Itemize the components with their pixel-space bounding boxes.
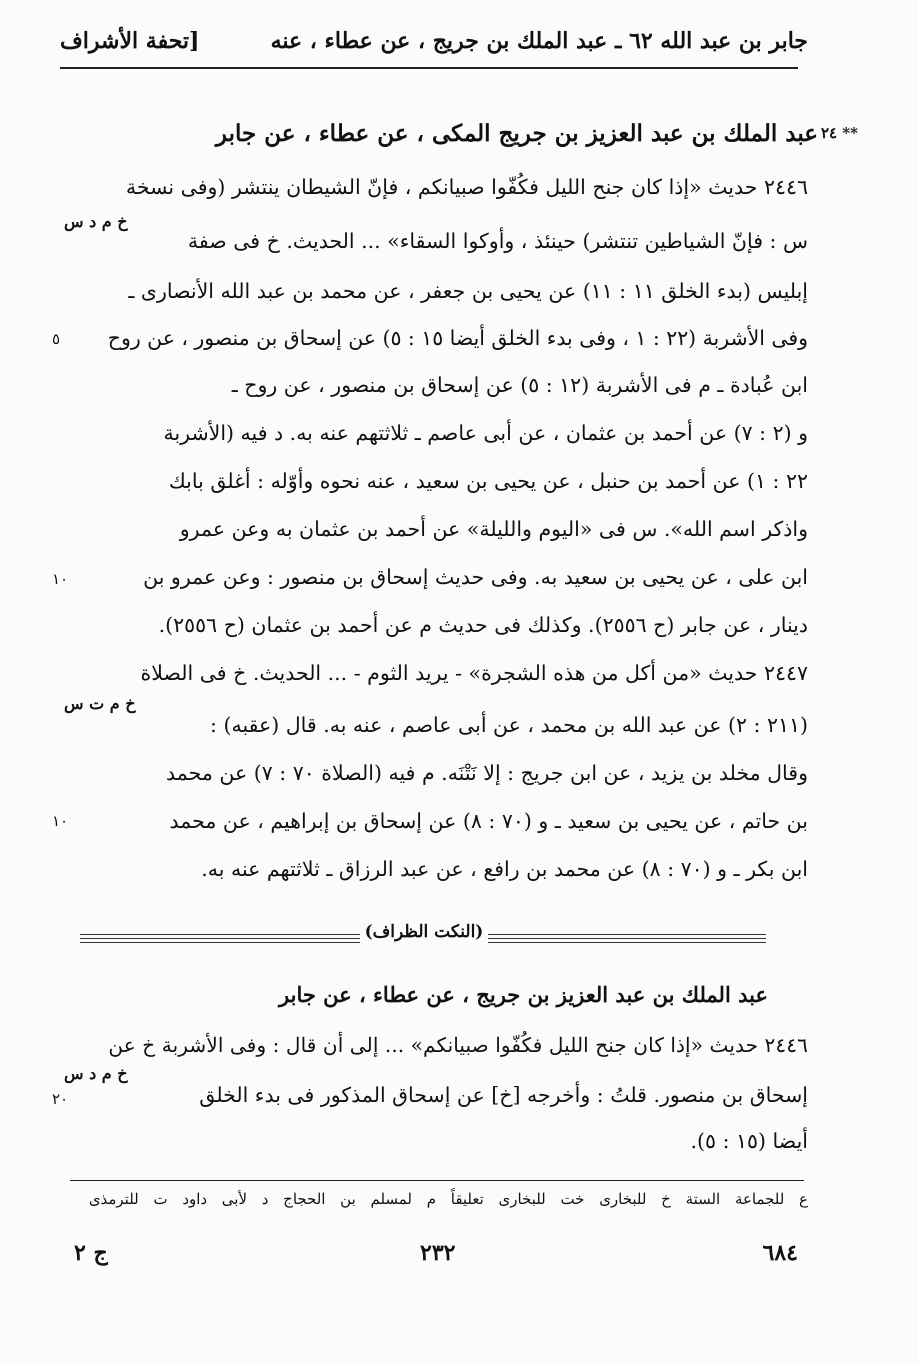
text-line-6: و (٢ : ٧) عن أحمد بن عثمان ، عن أبى عاصم ـ ثلاثتهم عنه به. د فيه (الأشربة: [163, 421, 808, 445]
nukat-title: عبد الملك بن عبد العزيز بن جريج ، عن عطاء ، عن جابر: [279, 982, 768, 1007]
margin-line-20: ٢٠: [52, 1090, 69, 1108]
margin-line-10: ١٠: [52, 570, 69, 588]
text-line-10: دينار ، عن جابر (ح ٢٥٥٦). وكذلك فى حديث م عن أحمد بن عثمان (ح ٢٥٥٦).: [158, 613, 808, 637]
page-number-right: ٦٨٤: [762, 1240, 798, 1266]
header-rule: [60, 67, 798, 69]
separator-label: (النكت الظراف): [360, 922, 488, 952]
text-line-4: وفى الأشربة (٢٢ : ١ ، وفى بدء الخلق أيضا ١٥ : ٥) عن إسحاق بن منصور ، عن روح: [107, 326, 808, 350]
margin-sigla-nukat: خ م د س: [64, 1064, 128, 1083]
text-line-11: ٢٤٤٧ حديث «من أكل من هذه الشجرة» - يريد الثوم - ... الحديث. خ فى الصلاة: [140, 661, 808, 685]
header-book-title: [تحفة الأشراف: [60, 28, 200, 54]
text-line-9: ابن على ، عن يحيى بن سعيد به. وفى حديث إسحاق بن منصور : وعن عمرو بن: [143, 565, 808, 589]
running-header: [60, 28, 808, 68]
header-chapter: جابر بن عبد الله ٦٢ ـ عبد الملك بن جريج ، عن عطاء ، عنه: [270, 28, 808, 54]
text-line-7: ٢٢ : ١) عن أحمد بن حنبل ، عن يحيى بن سعيد ، عنه نحوه وأوّله : أغلق بابك: [168, 469, 808, 493]
text-line-15: ابن بكر ـ و (٧٠ : ٨) عن محمد بن رافع ، عن عبد الرزاق ـ ثلاثتهم عنه به.: [201, 857, 808, 881]
margin-sigla-2447: خ م ت س: [64, 694, 136, 713]
footnote-rule: [70, 1180, 804, 1181]
page-number-center: ٢٣٢: [420, 1240, 456, 1266]
margin-sigla-2446: خ م د س: [64, 212, 128, 231]
section-title-text: عبد الملك بن عبد العزيز بن جريج المكى ، عن عطاء ، عن جابر: [215, 120, 818, 147]
text-line-13: وقال مخلد بن يزيد ، عن ابن جريج : إلا نَتْنَه. م فيه (الصلاة ٧٠ : ٧) عن محمد: [166, 761, 808, 785]
text-line-8: واذكر اسم الله». س فى «اليوم والليلة» عن أحمد بن عثمان به وعن عمرو: [179, 517, 808, 541]
nukat-line-3: أيضا (١٥ : ٥).: [690, 1129, 808, 1153]
volume-number: ج ٢: [74, 1240, 108, 1266]
text-line-3: إبليس (بدء الخلق ١١ : ١١) عن يحيى بن جعفر ، عن محمد بن عبد الله الأنصارى ـ: [128, 279, 808, 303]
nukat-line-2: إسحاق بن منصور. قلتُ : وأخرجه [خ] عن إسحاق المذكور فى بدء الخلق: [199, 1083, 808, 1107]
section-number: ٢٤ **: [820, 124, 858, 142]
text-line-2: س : فإنّ الشياطين تنتشر) حينئذ ، وأوكوا السقاء» ... الحديث. خ فى صفة: [187, 229, 808, 253]
text-line-1: ٢٤٤٦ حديث «إذا كان جنح الليل فكُفّوا صبيانكم ، فإنّ الشيطان ينتشر (وفى نسخة: [125, 175, 808, 199]
text-line-12: (٢١١ : ٢) عن عبد الله بن محمد ، عن أبى عاصم ، عنه به. قال (عقبه) :: [210, 713, 808, 737]
section-title: [216, 120, 818, 147]
nukat-line-1: ٢٤٤٦ حديث «إذا كان جنح الليل فكُفّوا صبيانكم» ... إلى أن قال : وفى الأشربة خ عن: [108, 1033, 808, 1057]
text-line-5: ابن عُبادة ـ م فى الأشربة (١٢ : ٥) عن إسحاق بن منصور ، عن روح ـ: [231, 373, 808, 397]
margin-line-15: ١٠: [52, 812, 69, 830]
footnote-sigla-key: ع للجماعة الستة خ للبخارى خت للبخارى تعليقاً م لمسلم بن الحجاج د لأبى داود ت للترمذى: [88, 1190, 808, 1208]
text-line-14: بن حاتم ، عن يحيى بن سعيد ـ و (٧٠ : ٨) عن إسحاق بن إبراهيم ، عن محمد: [169, 809, 808, 833]
margin-line-5: ٥: [52, 330, 61, 348]
